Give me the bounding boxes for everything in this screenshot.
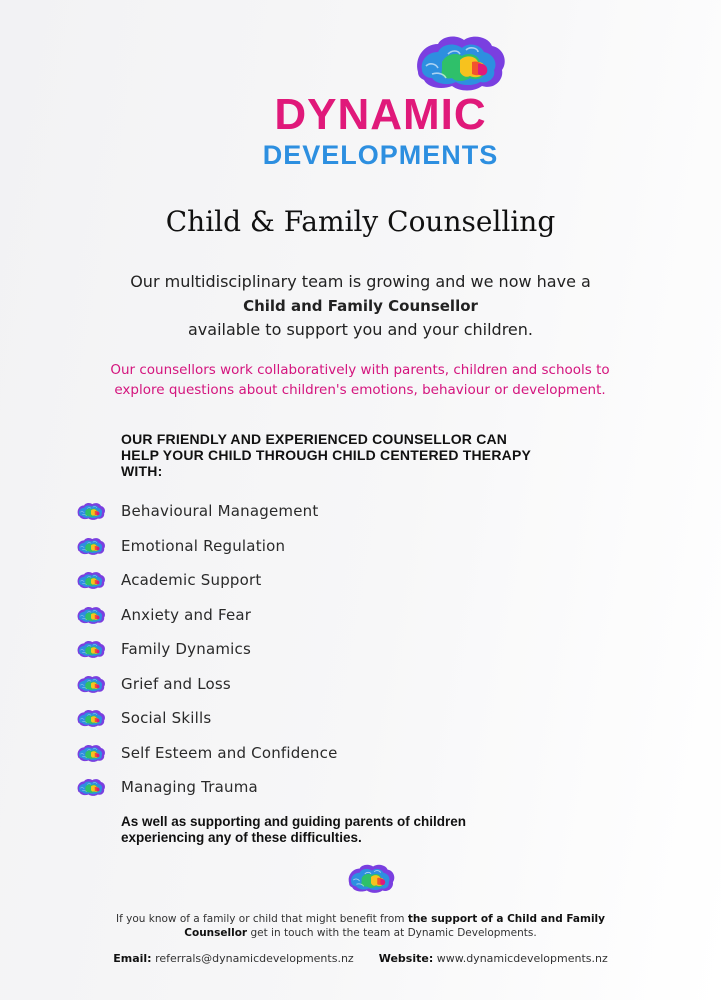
parents-note-line: As well as supporting and guiding parents of children [121, 814, 467, 829]
referral-text-part: If you know of a family or child that might benefit from [115, 913, 408, 925]
list-item [76, 770, 636, 805]
rainbow-brain-icon [76, 605, 106, 625]
list-item [76, 494, 636, 529]
intro-role: Child and Family Counsellor [243, 297, 478, 315]
intro-line: available to support you and your children. [188, 320, 533, 339]
referral-text-part: get in touch with the team at Dynamic Developments. [247, 927, 537, 939]
rainbow-brain-icon [76, 501, 106, 521]
brand-name-secondary: DEVELOPMENTS [262, 140, 499, 170]
email-link[interactable]: referrals@dynamicdevelopments.nz [155, 952, 354, 965]
list-item [76, 563, 636, 598]
list-item-label: Academic Support [121, 571, 262, 590]
page-title: Child & Family Counselling [165, 205, 556, 238]
contact-line [0, 952, 721, 965]
list-item-label: Anxiety and Fear [121, 605, 252, 624]
parents-note-line: experiencing any of these difficulties. [121, 830, 362, 845]
email-label: Email: [113, 952, 152, 965]
services-list [76, 494, 636, 805]
services-heading-line: WITH: [121, 463, 163, 479]
list-item [76, 632, 636, 667]
parents-note [121, 814, 641, 846]
brand-name-primary: DYNAMIC [274, 90, 487, 139]
website-link[interactable]: www.dynamicdevelopments.nz [436, 952, 608, 965]
rainbow-brain-icon [76, 639, 106, 659]
referral-text-emphasis: the support of a Child and Family [407, 913, 605, 925]
referral-text [40, 912, 681, 940]
list-item [76, 701, 636, 736]
list-item-label: Family Dynamics [121, 640, 252, 659]
rainbow-brain-icon [412, 32, 508, 92]
list-item [76, 736, 636, 771]
website-label: Website: [378, 952, 434, 965]
list-item-label: Managing Trauma [121, 778, 258, 797]
rainbow-brain-icon [346, 862, 396, 894]
list-item [76, 529, 636, 564]
highlight-paragraph [60, 360, 660, 400]
services-heading [121, 431, 641, 479]
rainbow-brain-icon [76, 674, 106, 694]
rainbow-brain-icon [76, 536, 106, 556]
intro-paragraph [0, 270, 721, 342]
intro-line: Our multidisciplinary team is growing and we now have a [130, 272, 591, 291]
referral-text-emphasis: Counsellor [184, 927, 248, 939]
list-item-label: Self Esteem and Confidence [121, 743, 338, 762]
list-item [76, 667, 636, 702]
services-heading-line: OUR FRIENDLY AND EXPERIENCED COUNSELLOR CAN [121, 431, 508, 447]
rainbow-brain-icon [76, 570, 106, 590]
list-item-label: Emotional Regulation [121, 536, 286, 555]
rainbow-brain-icon [76, 777, 106, 797]
highlight-line: explore questions about children's emotions, behaviour or development. [114, 382, 606, 398]
list-item-label: Behavioural Management [121, 502, 319, 521]
list-item [76, 598, 636, 633]
services-heading-line: HELP YOUR CHILD THROUGH CHILD CENTERED THERAPY [121, 447, 532, 463]
highlight-line: Our counsellors work collaboratively with parents, children and schools to [110, 362, 610, 378]
list-item-label: Social Skills [121, 709, 212, 728]
rainbow-brain-icon [76, 743, 106, 763]
rainbow-brain-icon [76, 708, 106, 728]
list-item-label: Grief and Loss [121, 674, 231, 693]
